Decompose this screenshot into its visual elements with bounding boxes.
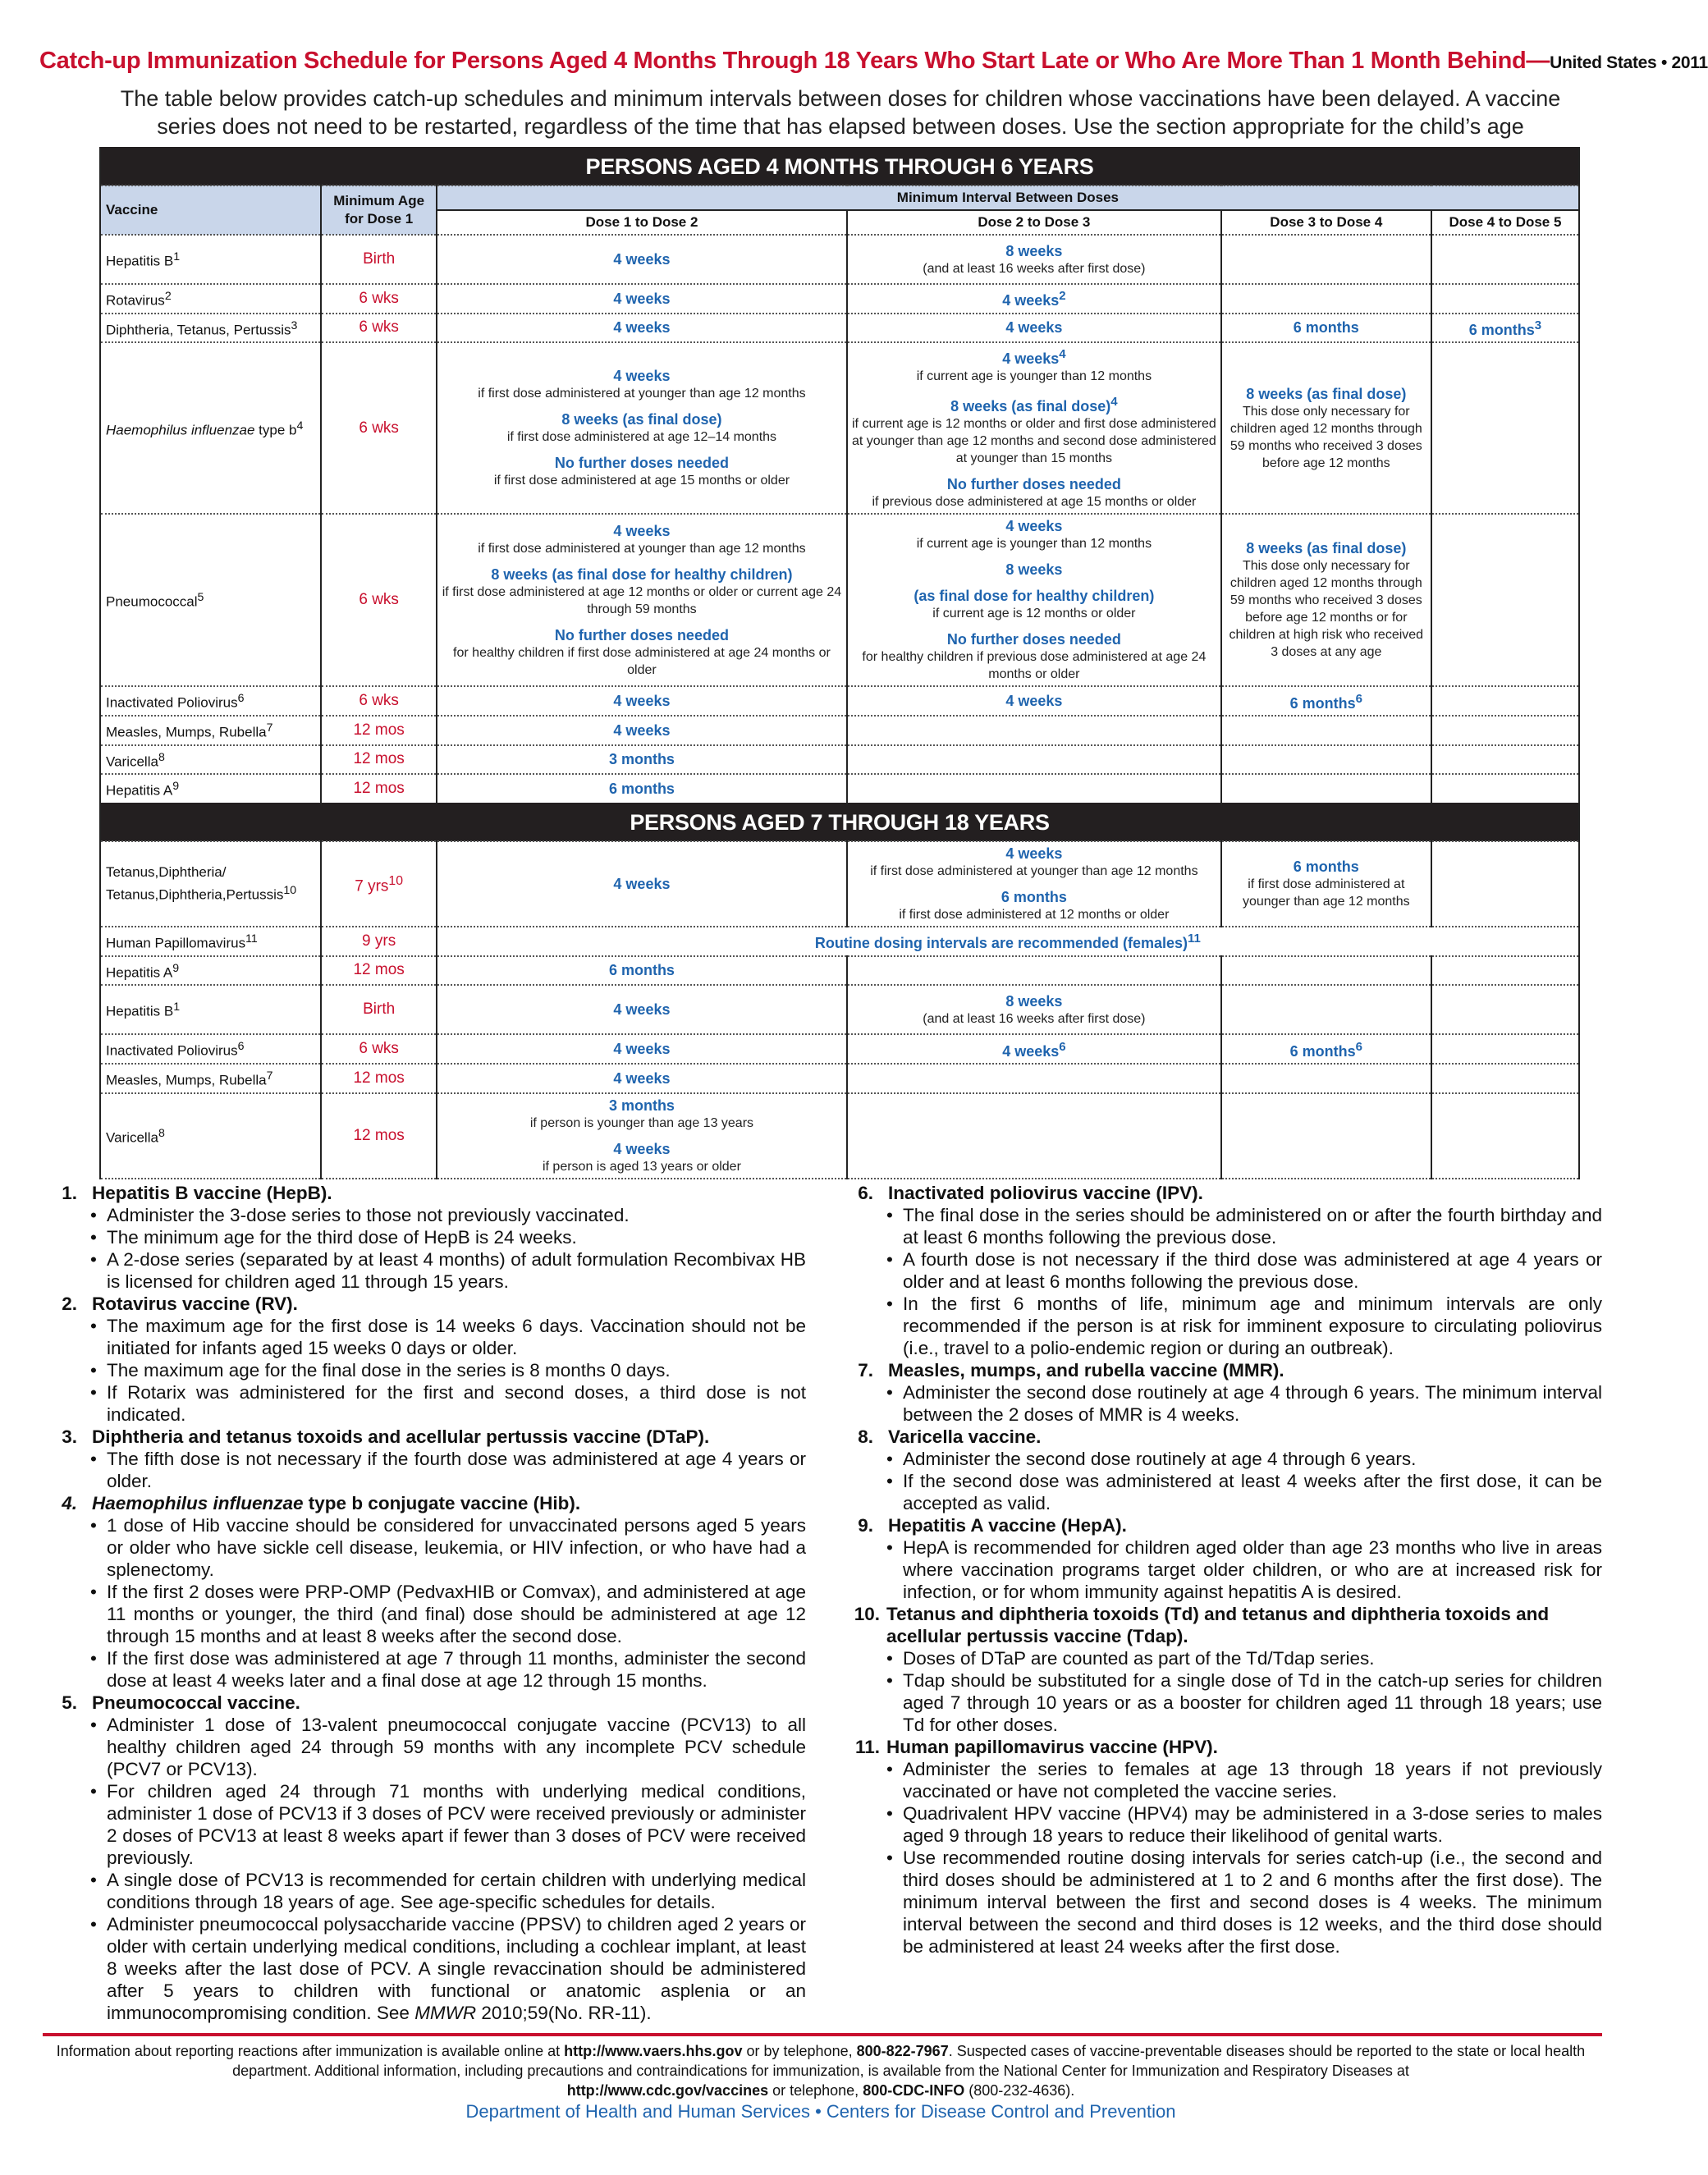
table-row: Inactivated Poliovirus$^6$ 6 wks 4 weeks 4 weeks$^6$ 6 months$^6$: [100, 1034, 1579, 1064]
footnotes-left-column: [43, 1182, 806, 2024]
table-row: Inactivated Poliovirus$^6$ 6 wks 4 weeks 4 weeks 6 months$^6$: [100, 686, 1579, 716]
col-header-dose1-2: Dose 1 to Dose 2: [437, 210, 847, 235]
vaers-link[interactable]: http://www.vaers.hhs.gov: [564, 2043, 743, 2059]
note-3-list: • The fifth dose is not necessary if the fourth dose was administered at age 4 years or older.: [43, 1448, 806, 1492]
col-header-vaccine: Vaccine: [100, 185, 321, 235]
col-header-dose2-3: Dose 2 to Dose 3: [847, 210, 1221, 235]
table-row: Varicella$^8$ 12 mos 3 months: [100, 745, 1579, 775]
note-11-list: • Administer the series to females at age 13 through 18 years if not previously vaccinated or have not completed the vaccine series. • Quadrivalent HPV vaccine (HPV4) may be administered in a 3-dose series to males aged 9 through 18 years to reduce their likelihood of genital warts. • Use recommended routine dosing intervals for series catch-up (i.e., the second and third doses should be administered at 1 to 2 and 6 months after the first dose). The minimum interval between the first and second doses is 4 weeks. The minimum interval between the second and third doses is 12 weeks, and the third dose should be administered at least 24 weeks after the first dose.: [839, 1758, 1602, 1958]
note-1-title: 1. Hepatitis B vaccine (HepB).: [62, 1183, 332, 1203]
footer-info-text: Information about reporting reactions after immunization is available online at http://www.vaers.hhs.gov or by telephone, 800-822-7967. Suspected cases of vaccine-preventable diseases should be reported to the state or local health department. Additional information, including precautions and contraindications for immunization, is available from the National Center for Immunization and Respiratory Diseases at: [56, 2043, 1586, 2079]
table-row: Diphtheria, Tetanus, Pertussis$^3$ 6 wks 4 weeks 4 weeks 6 months 6 months$^3$: [100, 314, 1579, 343]
note-5-list: • Administer 1 dose of 13-valent pneumococcal conjugate vaccine (PCV13) to all healthy children aged 24 through 59 months with any incomplete PCV schedule (PCV7 or PCV13). • For children aged 24 through 71 months with underlying medical conditions, administer 1 dose of PCV13 if 3 doses of PCV were received previously or administer 2 doses of PCV13 at least 8 weeks apart if fewer than 3 doses of PCV were received previously. • A single dose of PCV13 is recommended for certain children with underlying medical conditions through 18 years of age. See age-specific schedules for details. • Administer pneumococcal polysaccharide vaccine (PPSV) to children aged 2 years or older with certain underlying medical conditions, including a cochlear implant, at least 8 weeks after the last dose of PCV. A single revaccination should be administered after 5 years to children with functional or anatomic asplenia or an immunocompromising condition. See MMWR 2010;59(No. RR-11).: [43, 1714, 806, 2024]
table-row: Hepatitis $B^1$ Birth 4 weeks 8 weeks (and at least 16 weeks after first dose): [100, 985, 1579, 1034]
footer: [49, 2041, 1592, 2123]
note-6-title: 6. Inactivated poliovirus vaccine (IPV).: [858, 1183, 1203, 1203]
note-7-list: • Administer the second dose routinely at age 4 through 6 years. The minimum interval between the 2 doses of MMR is 4 weeks.: [839, 1381, 1602, 1426]
col-header-dose3-4: Dose 3 to Dose 4: [1221, 210, 1431, 235]
table-row: Measles, Mumps, Rubella$^7$ 12 mos 4 weeks: [100, 716, 1579, 745]
page-title: Catch-up Immunization Schedule for Persons Aged 4 Months Through 18 Years Who Start Late or Who Are More Than 1 Month Behind—United States • 2011: [39, 48, 1708, 74]
note-7-title: 7. Measles, mumps, and rubella vaccine (MMR).: [858, 1360, 1284, 1381]
note-8-list: • Administer the second dose routinely at age 4 through 6 years. • If the second dose was administered at least 4 weeks after the first dose, it can be accepted as valid.: [839, 1448, 1602, 1514]
footnotes-right-column: [839, 1182, 1602, 2024]
note-9-list: • HepA is recommended for children aged older than age 23 months who live in areas where vaccination programs target older children, or who are at increased risk for infection, or for whom immunity against hepatitis A is desired.: [839, 1536, 1602, 1603]
note-3-title: 3. Diphtheria and tetanus toxoids and acellular pertussis vaccine (DTaP).: [62, 1426, 710, 1447]
document-page: [39, 43, 1708, 1179]
vaers-phone: 800-822-7967: [856, 2043, 949, 2059]
table-row: Rotavirus$^2$ 6 wks 4 weeks 4 weeks$^2$: [100, 284, 1579, 314]
department-name: Department of Health and Human Services • Centers for Disease Control and Prevention: [465, 2101, 1176, 2122]
note-11-title: 11. Human papillomavirus vaccine (HPV).: [854, 1737, 1218, 1757]
note-2-title: 2. Rotavirus vaccine (RV).: [62, 1294, 298, 1314]
note-10-list: • Doses of DTaP are counted as part of the Td/Tdap series. • Tdap should be substituted for a single dose of Td in the catch-up series for children aged 7 through 10 years or as a booster for children aged 11 through 18 years; use Td for other doses.: [839, 1647, 1602, 1736]
intro-text: The table below provides catch-up schedules and minimum intervals between doses for children whose vaccinations have been delayed. A vaccine series does not need to be restarted, regardless of the time that has elapsed between doses. Use the section appropriate for the child’s age: [120, 86, 1561, 139]
cdc-vaccines-link[interactable]: http://www.cdc.gov/vaccines: [566, 2082, 769, 2099]
col-header-min-age: Minimum Age for Dose 1: [321, 185, 436, 235]
footer-cdc-line: http://www.cdc.gov/vaccines or telephone, 800-CDC-INFO (800-232-4636).: [566, 2082, 1075, 2099]
table-row: Haemophilus influenzae type $b^4$ 6 wks 4 weeks if first dose administered at younger than age 12 months 8 weeks (as final dose) if first dose administered at age 12–14 months No further doses needed if first dose administered at age 15 months or older 4 weeks$^4$ if current age is younger than 12 months 8 weeks (as final dose)$^4$ if current age is 12 months or older and first dose administered at younger than age 12 months and second dose administered at younger than 15 months No further doses needed if previous dose administered at age 15 months or older 8 weeks (as final dose) This dose only necessary for children aged 12 months through 59 months who received 3 doses before age 12 months: [100, 342, 1579, 514]
table-row: Measles, Mumps, Rubella$^7$ 12 mos 4 weeks: [100, 1064, 1579, 1093]
col-header-dose4-5: Dose 4 to Dose 5: [1431, 210, 1579, 235]
note-6-list: • The final dose in the series should be administered on or after the fourth birthday and at least 6 months following the previous dose. • A fourth dose is not necessary if the third dose was administered at age 4 years or older and at least 6 months following the previous dose. • In the first 6 months of life, minimum age and minimum intervals are only recommended if the person is at risk for imminent exposure to circulating poliovirus (i.e., travel to a polio-endemic region or during an outbreak).: [839, 1204, 1602, 1359]
section-header-4mo-6y: PERSONS AGED 4 MONTHS THROUGH 6 YEARS: [100, 148, 1579, 185]
note-8-title: 8. Varicella vaccine.: [858, 1426, 1042, 1447]
note-10-title: 10. Tetanus and diphtheria toxoids (Td) and tetanus and diphtheria toxoids and acellular pertussis vaccine (Tdap).: [854, 1604, 1550, 1646]
note-2-list: • The maximum age for the first dose is 14 weeks 6 days. Vaccination should not be initiated for infants aged 15 weeks 0 days or older. • The maximum age for the final dose in the series is 8 months 0 days. • If Rotarix was administered for the first and second doses, a third dose is not indicated.: [43, 1315, 806, 1426]
table-row: Hepatitis $A^9$ 12 mos 6 months: [100, 956, 1579, 986]
table-row: Human Papillomavirus$^{11}$ 9 yrs Routine dosing intervals are recommended (females)$^{11}$: [100, 927, 1579, 956]
cdc-info-phone: 800-CDC-INFO: [863, 2082, 965, 2099]
table-row: Hepatitis $B^1$ Birth 4 weeks 8 weeks (and at least 16 weeks after first dose): [100, 235, 1579, 284]
note-4-title: 4. Haemophilus influenzae type b conjugate vaccine (Hib).: [62, 1493, 581, 1513]
table-row: Pneumococcal$^5$ 6 wks 4 weeks if first dose administered at younger than age 12 months 8 weeks (as final dose for healthy children) if first dose administered at age 12 months or older or current age 24 through 59 months No further doses needed for healthy children if first dose administered at age 24 months or older 4 weeks if current age is younger than 12 months 8 weeks (as final dose for healthy children) if current age is 12 months or older No further doses needed for healthy children if previous dose administered at age 24 months or older 8 weeks (as final dose) This dose only necessary for children aged 12 months through 59 months who received 3 doses before age 12 months or for children at high risk who received 3 doses at any age: [100, 514, 1579, 686]
table-row: Tetanus,Diphtheria/ Tetanus,Diphtheria,Pertussis$^{10}$ 7 yrs$^{10}$ 4 weeks 4 weeks if first dose administered at younger than age 12 months 6 months if first dose administered at 12 months or older 6 months if first dose administered at younger than age 12 months: [100, 841, 1579, 927]
footnotes: [43, 1182, 1602, 2024]
col-header-min-interval: Minimum Interval Between Doses: [437, 185, 1579, 210]
section-header-7y-18y: PERSONS AGED 7 THROUGH 18 YEARS: [100, 804, 1579, 841]
note-9-title: 9. Hepatitis A vaccine (HepA).: [858, 1515, 1127, 1536]
region-year: United States • 2011: [1550, 53, 1708, 72]
note-1-list: • Administer the 3-dose series to those not previously vaccinated. • The minimum age for the third dose of HepB is 24 weeks. • A 2-dose series (separated by at least 4 months) of adult formulation Recombivax HB is licensed for children aged 11 through 15 years.: [43, 1204, 806, 1293]
note-5-title: 5. Pneumococcal vaccine.: [62, 1692, 300, 1713]
footer-divider: [43, 2033, 1602, 2036]
table-row: Hepatitis $A^9$ 12 mos 6 months: [100, 774, 1579, 804]
table-row: Varicella$^8$ 12 mos 3 months if person is younger than age 13 years 4 weeks if person is aged 13 years or older: [100, 1093, 1579, 1179]
catch-up-schedule-table: [99, 147, 1580, 1179]
note-4-list: • 1 dose of Hib vaccine should be considered for unvaccinated persons aged 5 years or older who have sickle cell disease, leukemia, or HIV infection, or who have had a splenectomy. • If the first 2 doses were PRP-OMP (PedvaxHIB or Comvax), and administered at age 11 months or younger, the third (and final) dose should be administered at age 12 through 15 months and at least 8 weeks after the second dose. • If the first dose was administered at age 7 through 11 months, administer the second dose at least 4 weeks later and a final dose at age 12 through 15 months.: [43, 1514, 806, 1692]
